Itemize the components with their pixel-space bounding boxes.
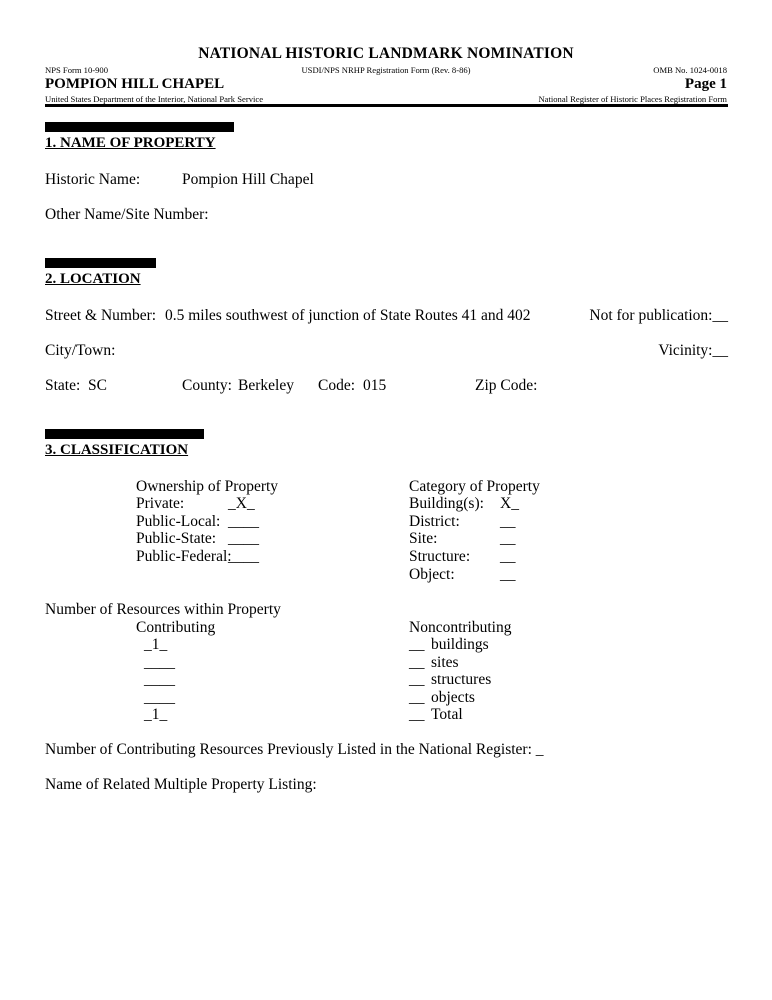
property-name-header: POMPION HILL CHAPEL — [45, 76, 225, 92]
state-value: SC — [88, 377, 107, 394]
category-structure-value: __ — [500, 548, 516, 565]
resources-heading: Number of Resources within Property — [45, 601, 281, 618]
zip-code-label: Zip Code: — [475, 377, 538, 394]
noncontributing-total-blank: __ — [409, 706, 425, 723]
noncontributing-objects-blank: __ — [409, 689, 425, 706]
state-label: State: — [45, 377, 81, 394]
city-label: City/Town: — [45, 342, 116, 359]
section-3-bar — [45, 429, 204, 439]
code-label: Code: — [318, 377, 356, 394]
previously-listed: Number of Contributing Resources Previously Listed in the National Register: _ — [45, 741, 544, 758]
category-heading: Category of Property — [409, 478, 540, 495]
contributing-total-count: _1_ — [144, 706, 168, 723]
section-1-heading: 1. NAME OF PROPERTY — [45, 135, 216, 151]
noncontributing-sites-blank: __ — [409, 654, 425, 671]
vicinity: Vicinity:__ — [658, 342, 728, 359]
header-rule — [45, 104, 728, 107]
code-value: 015 — [363, 377, 387, 394]
section-2-bar — [45, 258, 156, 268]
category-building-value: X_ — [500, 495, 519, 512]
ownership-public-local-label: Public-Local: — [136, 513, 221, 530]
category-object-value: __ — [500, 566, 516, 583]
ownership-public-state-label: Public-State: — [136, 530, 217, 547]
historic-name-value: Pompion Hill Chapel — [182, 171, 314, 188]
department-line: United States Department of the Interior, National Park Service — [45, 94, 264, 104]
category-site-label: Site: — [409, 530, 438, 547]
not-for-publication: Not for publication:__ — [589, 307, 728, 324]
noncontributing-buildings-label: buildings — [431, 636, 489, 653]
multiple-property-listing: Name of Related Multiple Property Listing: — [45, 776, 317, 793]
noncontributing-total-label: Total — [431, 706, 463, 723]
section-3-heading: 3. CLASSIFICATION — [45, 442, 189, 458]
category-district-label: District: — [409, 513, 460, 530]
form-revision: USDI/NPS NRHP Registration Form (Rev. 8-86) — [301, 65, 471, 75]
contributing-buildings-count: _1_ — [144, 636, 168, 653]
section-1-bar — [45, 122, 234, 132]
ownership-private-label: Private: — [136, 495, 185, 512]
contributing-structures-count: ____ — [144, 671, 175, 688]
category-site-value: __ — [500, 530, 516, 547]
category-structure-label: Structure: — [409, 548, 471, 565]
noncontributing-heading: Noncontributing — [409, 619, 512, 636]
omb-number: OMB No. 1024-0018 — [653, 65, 727, 75]
form-title: NATIONAL HISTORIC LANDMARK NOMINATION — [198, 45, 574, 62]
noncontributing-objects-label: objects — [431, 689, 475, 706]
noncontributing-structures-blank: __ — [409, 671, 425, 688]
noncontributing-structures-label: structures — [431, 671, 492, 688]
ownership-private-value: _X_ — [228, 495, 255, 512]
page-number: Page 1 — [684, 76, 727, 92]
category-district-value: __ — [500, 513, 516, 530]
street-label: Street & Number: — [45, 307, 157, 324]
ownership-heading: Ownership of Property — [136, 478, 279, 495]
section-2-heading: 2. LOCATION — [45, 271, 141, 287]
category-building-label: Building(s): — [409, 495, 484, 512]
category-object-label: Object: — [409, 566, 455, 583]
contributing-objects-count: ____ — [144, 689, 175, 706]
ownership-public-federal-label: Public-Federal: — [136, 548, 232, 565]
contributing-sites-count: ____ — [144, 654, 175, 671]
street-value: 0.5 miles southwest of junction of State Routes 41 and 402 — [165, 307, 531, 324]
form-number: NPS Form 10-900 — [45, 65, 109, 75]
other-name-label: Other Name/Site Number: — [45, 206, 209, 223]
register-line: National Register of Historic Places Registration Form — [538, 94, 727, 104]
noncontributing-buildings-blank: __ — [409, 636, 425, 653]
noncontributing-sites-label: sites — [431, 654, 459, 671]
contributing-heading: Contributing — [136, 619, 216, 636]
ownership-public-local-value: ____ — [228, 513, 259, 530]
ownership-public-state-value: ____ — [228, 530, 259, 547]
historic-name-label: Historic Name: — [45, 171, 141, 188]
county-label: County: — [182, 377, 232, 394]
ownership-public-federal-value: ____ — [228, 548, 259, 565]
county-value: Berkeley — [238, 377, 294, 394]
